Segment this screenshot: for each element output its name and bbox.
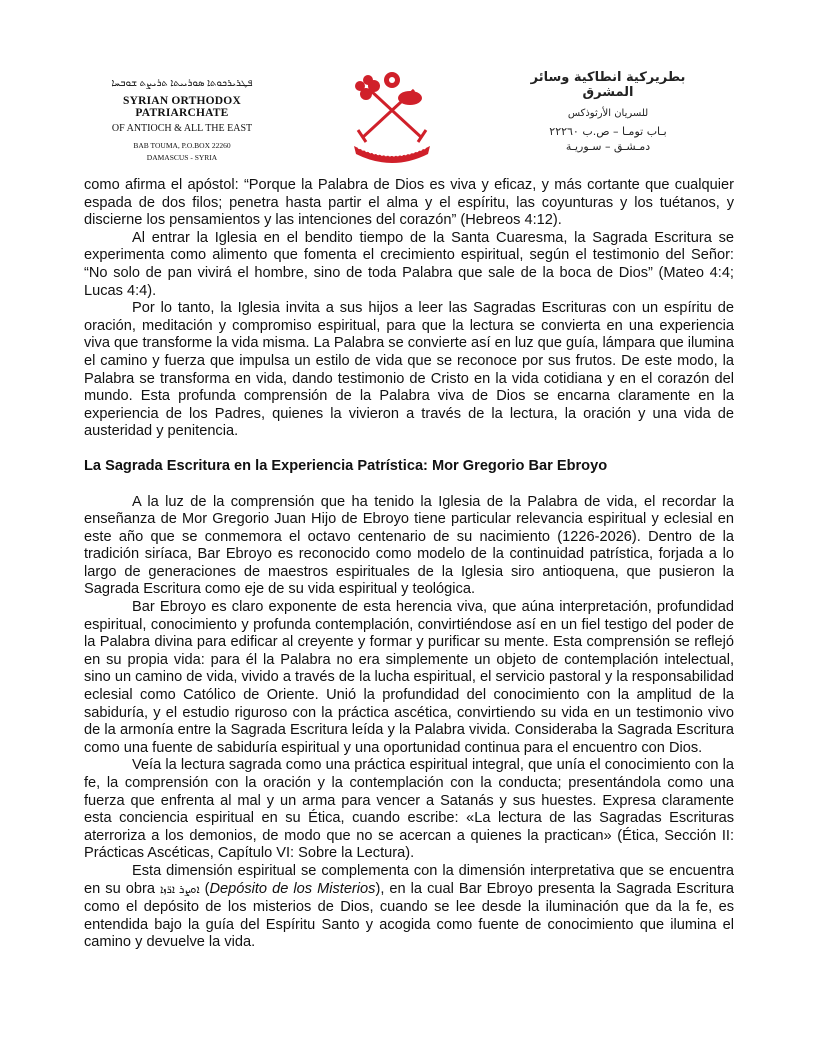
document-body: [84, 177, 734, 952]
letterhead: [0, 0, 816, 180]
letterhead-arabic-block: [528, 70, 688, 153]
paragraph-deposit-mysteries: [84, 863, 734, 952]
work-title-italic: Depósito de los Misterios: [209, 880, 376, 897]
section-heading: La Sagrada Escritura en la Experiencia Patrística: Mor Gregorio Bar Ebroyo: [84, 457, 608, 474]
text-segment: ), en la cual Bar Ebroyo presenta la Sagrada Escritura como el depósito de los misterios de Dios, cuando se lee desde la iluminación que da la fe, es entendida bajo la guía del Espíritu Santo y acogida como fuente de conocimiento que ilumina el camino y devuelve la vida.: [84, 880, 734, 951]
letterhead-syriac-line: ܦܛܪܝܪܟܘܬܐ ܣܘܪܝܝܬܐ ܬܪܝܨܬ ܫܘܒܚܐ: [111, 78, 253, 89]
letterhead-org-name: SYRIAN ORTHODOX PATRIARCHATE: [123, 95, 241, 119]
paragraph-lent: Al entrar la Iglesia en el bendito tiempo de la Santa Cuaresma, la Sagrada Escritura se experimenta como alimento que fomenta el crecimiento espiritual, según el testimonio del Señor: “No solo de pan vivirá el hombre, sino de toda Palabra que sale de la boca de Dios” (Mateo 4:4; Lucas 4:4).: [84, 229, 734, 299]
letterhead-arabic-subtitle: للسريان الأرثوذكس: [567, 108, 649, 119]
letterhead-arabic-title: بطريركية انطاكية وسائر المشرق: [530, 70, 686, 100]
paragraph-sacred-reading: Veía la lectura sagrada como una práctica espiritual integral, que unía el conocimiento con la fe, la comprensión con la oración y la contemplación con la conducta; presentándola como una fuerza que enfrenta al mal y un arma para vencer a Satanás y sus huestes. Expresa claramente esta conciencia espiritual en su Ética, cuando escribe: «La lectura de las Sagradas Escrituras aterroriza a los demonios, de modo que no se acercan a quienes la practican» (Ética, Sección II: Prácticas Ascéticas, Capítulo VI: Sobre la Lectura).: [84, 757, 734, 862]
syriac-title: ܐܘܨܪ ܐܪ̈ܙܐ: [159, 883, 200, 896]
letterhead-address: BAB TOUMA, P.O.BOX 22260: [133, 141, 231, 150]
text-segment: Esta dimensión espiritual se complementa con la dimensión interpretativa que se encuentra en su obra: [84, 862, 734, 897]
letterhead-arabic-address: بـاب تومـا – ص.ب ٢٢٢٦٠: [549, 125, 667, 138]
patriarchate-emblem-icon: [348, 68, 436, 168]
text-segment: (: [199, 880, 210, 897]
letterhead-arabic-city: دمـشـق – سـوريـة: [565, 140, 651, 153]
paragraph-hebrews-quote: como afirma el apóstol: “Porque la Palabra de Dios es viva y eficaz, y más cortante que cualquier espada de dos filos; penetra hasta partir el alma y el espíritu, las coyunturas y los tuétanos, y discierne los pensamientos y las intenciones del corazón” (Hebreos 4:12).: [84, 177, 734, 229]
letterhead-city: DAMASCUS - SYRIA: [146, 153, 218, 162]
paragraph-invitation: Por lo tanto, la Iglesia invita a sus hijos a leer las Sagradas Escrituras con un espíritu de oración, meditación y compromiso espiritual, para que la lectura se convierta en una experiencia viva que transforme la vida misma. La Palabra se convierte así en luz que guía, lámpara que ilumina el camino y fuerza que impulsa un estilo de vida que se reconoce por sus frutos. De este modo, la Palabra se transforma en vida, dando testimonio de Cristo en la vida cotidiana y en el corazón del mundo. Esta profunda comprensión de la Palabra viva de Dios se encarna claramente en la experiencia de los Padres, quienes la vivieron a través de la lectura, la oración y una vida de austeridad y penitencia.: [84, 300, 734, 440]
paragraph-bar-ebroyo-heritage: Bar Ebroyo es claro exponente de esta herencia viva, que aúna interpretación, profundidad espiritual, conocimiento y profunda contemplación, convirtiéndose así en un fiel testigo del poder de la Palabra divina para edificar al creyente y formar y purificar su mente. Esta comprensión se reflejó en su propia vida: para él la Palabra no era simplemente un objeto de contemplación intelectual, sino un camino de vida, vivido a través de la lucha espiritual, el servicio pastoral y la responsabilidad eclesial como Católico de Oriente. Unió la profundidad del conocimiento con la amplitud de la sabiduría, y el estudio riguroso con la práctica ascética, convirtiendo su vida en un testimonio vivo de la armonía entre la Sagrada Escritura leída y la Palabra vivida. Consideraba la Sagrada Escritura como una fuente de sabiduría espiritual y una oportunidad continua para el encuentro con Dios.: [84, 599, 734, 756]
letterhead-english-block: [82, 78, 282, 162]
letterhead-org-subtitle: OF ANTIOCH & ALL THE EAST: [111, 123, 253, 134]
paragraph-bar-ebroyo-intro: A la luz de la comprensión que ha tenido la Iglesia de la Palabra de vida, el recordar la enseñanza de Mor Gregorio Juan Hijo de Ebroyo tiene particular relevancia espiritual y eclesial en este año que se conmemora el octavo centenario de su nacimiento (1226-2026). Dentro de la tradición siríaca, Bar Ebroyo es reconocido como modelo de la continuidad patrística, forjada a lo largo de generaciones de maestros espirituales de la Iglesia siro antioquena, que pusieron la Sagrada Escritura como eje de su vida espiritual y teológica.: [84, 493, 734, 598]
